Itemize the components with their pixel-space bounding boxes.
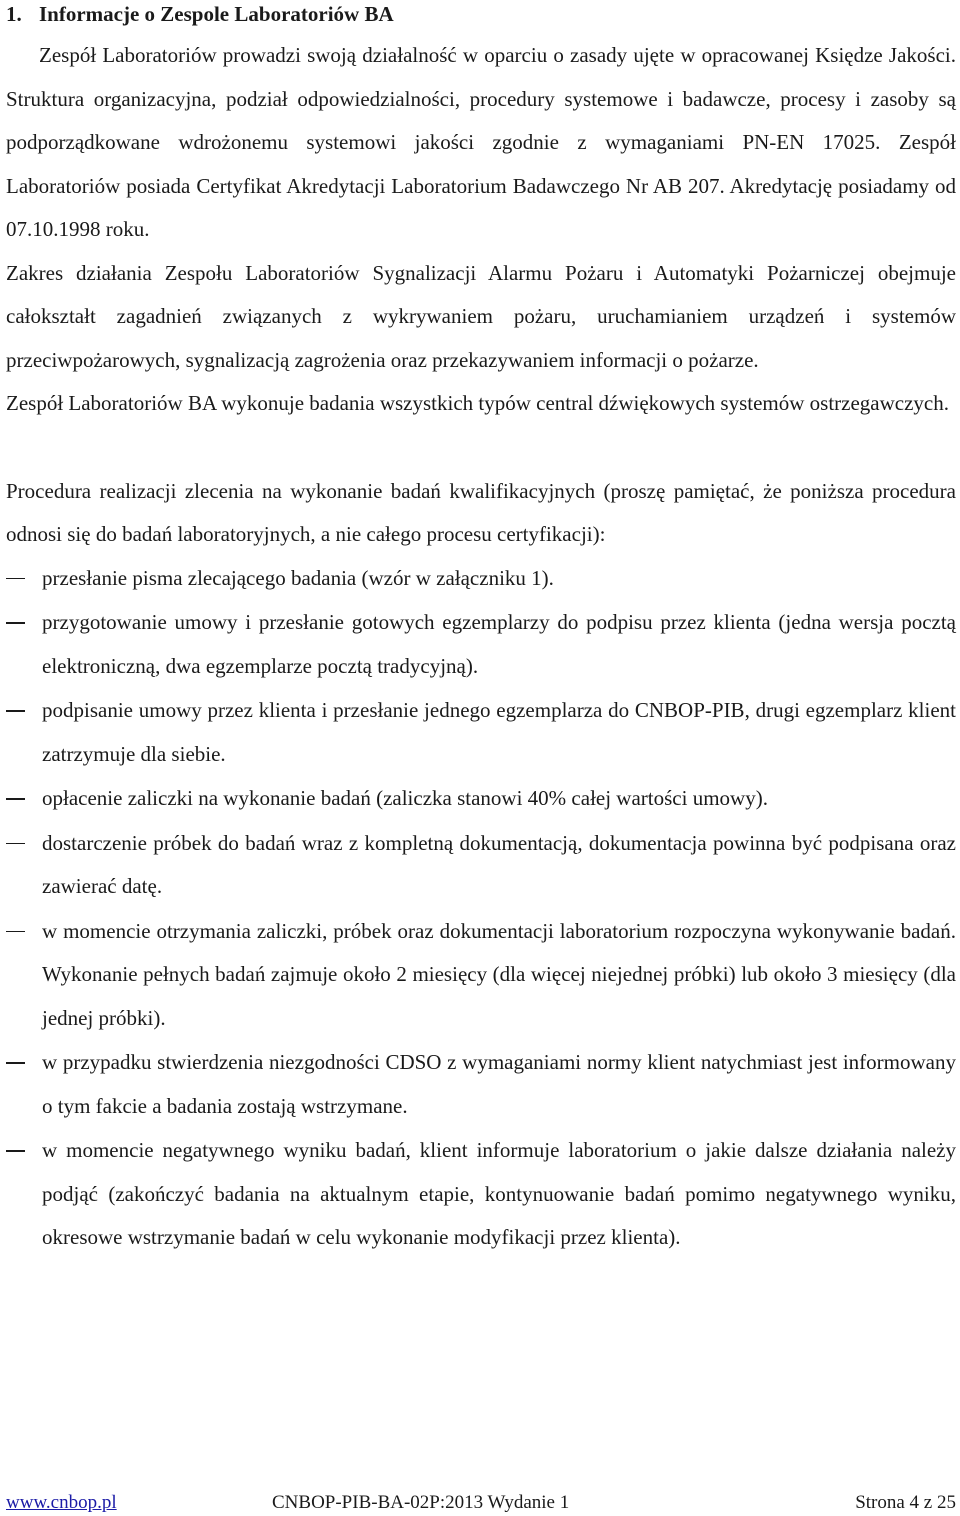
list-item-text: w przypadku stwierdzenia niezgodności CDSO z wymaganiami normy klient natychmiast jest informowany o tym fakcie a badania zostają wstrzymane. [42,1050,956,1118]
list-item [6,557,956,601]
list-item [6,689,956,776]
list-item-text: opłacenie zaliczki na wykonanie badań (zaliczka stanowi 40% całej wartości umowy). [42,786,768,810]
paragraph-gap [6,426,956,470]
list-item-text: dostarczenie próbek do badań wraz z kompletną dokumentacją, dokumentacja powinna być podpisana oraz zawierać datę. [42,830,956,898]
page-footer [6,1491,956,1515]
list-item [6,910,956,1041]
scope-paragraph: Zakres działania Zespołu Laboratoriów Sygnalizacji Alarmu Pożaru i Automatyki Pożarniczej obejmuje całokształt zagadnień związanych z wykrywaniem pożaru, uruchamianiem urządzeń i systemów przeciwpożarowych, sygnalizacją zagrożenia oraz przekazywaniem informacji o pożarze. [6,260,956,372]
dash-bullet-icon [6,843,25,845]
list-item-text: przesłanie pisma zlecającego badania (wzór w załączniku 1). [42,565,554,590]
section-heading [6,0,956,26]
document-page [6,0,956,1261]
list-item [6,777,956,821]
dash-bullet-icon [6,710,25,712]
list-item [6,822,956,909]
list-item-text: podpisanie umowy przez klienta i przesłanie jednego egzemplarza do CNBOP-PIB, drugi egzemplarz klient zatrzymuje dla siebie. [42,698,956,766]
ba-paragraph: Zespół Laboratoriów BA wykonuje badania wszystkich typów central dźwiękowych systemów ostrzegawczych. [6,391,949,415]
dash-bullet-icon [6,1150,25,1152]
intro-paragraph: Zespół Laboratoriów prowadzi swoją działalność w oparciu o zasady ujęte w opracowanej Księdze Jakości. Struktura organizacyjna, podział odpowiedzialności, procedury systemowe i badawcze, procesy i zasoby są podporządkowane wdrożonemu systemowi jakości zgodnie z wymaganiami PN-EN 17025. Zespół Laboratoriów posiada Certyfikat Akredytacji Laboratorium Badawczego Nr AB 207. Akredytację posiadamy od 07.10.1998 roku. [6,43,956,241]
page-number: Strona 4 z 25 [855,1492,956,1513]
dash-bullet-icon [6,798,25,800]
list-item-text: w momencie negatywnego wyniku badań, klient informuje laboratorium o jakie dalsze działania należy podjąć (zakończyć badania na aktualnym etapie, kontynuowanie badań pomimo negatywnego wyniku, okresowe wstrzymanie badań w celu wykonanie modyfikacji przez klienta). [42,1138,956,1249]
list-item-text: przygotowanie umowy i przesłanie gotowych egzemplarzy do podpisu przez klienta (jedna wersja pocztą elektroniczną, dwa egzemplarze pocztą tradycyjną). [42,610,956,678]
section-number: 1. [6,2,22,26]
procedure-steps-list [6,557,956,1260]
procedure-paragraph: Procedura realizacji zlecenia na wykonanie badań kwalifikacyjnych (proszę pamiętać, że poniższa procedura odnosi się do badań laboratoryjnych, a nie całego procesu certyfikacji): [6,478,956,546]
list-item [6,601,956,688]
website-link[interactable]: www.cnbop.pl [6,1492,117,1513]
list-item [6,1129,956,1260]
list-item [6,1041,956,1128]
document-id: CNBOP-PIB-BA-02P:2013 Wydanie 1 [272,1492,570,1513]
dash-bullet-icon [6,931,25,933]
dash-bullet-icon [6,622,25,624]
list-item-text: w momencie otrzymania zaliczki, próbek oraz dokumentacji laboratorium rozpoczyna wykonywanie badań. Wykonanie pełnych badań zajmuje około 2 miesięcy (dla więcej niejednej próbki) lub około 3 miesięcy (dla jednej próbki). [42,918,956,1030]
section-title: Informacje o Zespole Laboratoriów BA [39,2,394,26]
dash-bullet-icon [6,578,25,580]
dash-bullet-icon [6,1062,25,1064]
